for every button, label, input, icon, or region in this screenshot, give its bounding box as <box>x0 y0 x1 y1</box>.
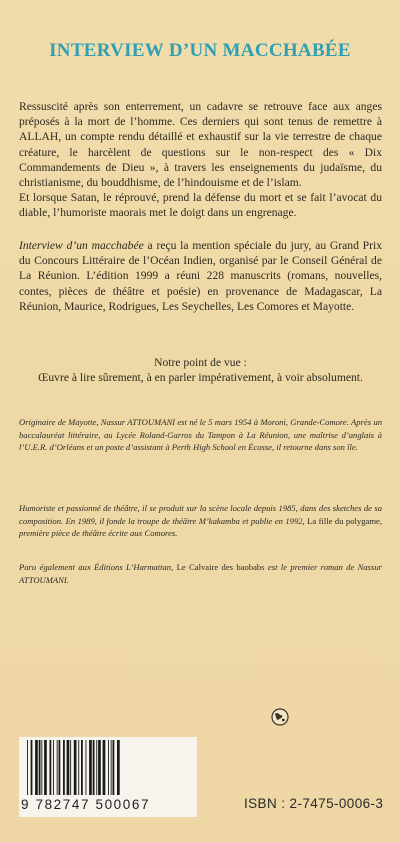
opinion <box>19 355 382 385</box>
barcode-bar <box>44 740 47 795</box>
opinion-text: Œuvre à lire sûrement, à en parler impérativement, à voir absolument. <box>38 371 363 385</box>
barcode <box>19 737 197 817</box>
barcode-bar <box>59 740 61 795</box>
author-bio-1: Originaire de Mayotte, Nassur ATTOUMANI est né le 5 mars 1954 à Moroni, Grande-Comore. Après un baccalauréat littéraire, au Lycée Roland-Garros du Tampon à La Réunion, une maîtrise d’anglais à l’U.E.R. d’Orléans et un poste d’assistant à Perth High School en Écosse, il retourne dans son île. <box>19 417 382 452</box>
opinion-heading: Notre point de vue : <box>154 356 247 369</box>
barcode-bar <box>35 740 38 795</box>
award-book-title: Interview d’un macchabée <box>19 239 144 252</box>
barcode-bar <box>74 740 77 795</box>
award-text: a reçu la mention spéciale du jury, au Grand Prix du Concours Littéraire de l’Océan Indien, organisé par le Conseil Général de La Réunion. L’édition 1999 a réuni 228 manuscrits (romans, nouvelles, contes, pièces de théâtre et poésie) en provenance de Madagascar, La Réunion, Maurice, Rodrigues, Les Seychelles, Les Comores et Mayotte. <box>19 239 382 313</box>
barcode-bar <box>67 740 70 795</box>
barcode-bar <box>50 740 52 795</box>
synopsis-paragraph-1: Ressuscité après son enterrement, un cadavre se retrouve face aux anges préposés à la mort de l’homme. Ces derniers qui sont tenus de remettre à ALLAH, un compte rendu détaillé et exhaustif sur la vie terrestre de chaque créature, le harcèlent de questions sur le non-respect des « Dix Commandements de Dieu », à travers les enseignements du judaïsme, du christianisme, du bouddhisme, de l’hindouisme et de l’islam. <box>19 100 382 190</box>
synopsis-paragraph-2: Et lorsque Satan, le réprouvé, prend la défense du mort et se fait l’avocat du diable, l’humoriste maorais met le doigt dans un engrenage. <box>19 191 382 220</box>
barcode-bar <box>96 740 97 795</box>
barcode-bar <box>63 740 65 795</box>
barcode-bar <box>117 740 120 795</box>
barcode-bar <box>89 740 92 795</box>
barcode-bars <box>25 740 191 798</box>
barcode-bar <box>108 740 109 795</box>
bio2-text-c: , première pièce de théâtre écrite aux Comores. <box>19 515 382 538</box>
barcode-bar <box>31 740 33 795</box>
barcode-bar <box>81 740 83 795</box>
award-paragraph <box>19 238 382 314</box>
barcode-bar <box>93 740 95 795</box>
synopsis <box>19 99 382 221</box>
author-bio-3 <box>19 561 382 586</box>
barcode-digits: 9 782747 500067 <box>21 797 151 812</box>
bio3-text-c: est le premier roman de Nassur ATTOUMANI. <box>19 562 383 585</box>
globe-logo-icon <box>271 708 289 726</box>
barcode-bar <box>70 740 71 795</box>
barcode-bar <box>78 740 79 795</box>
author-bio-2 <box>19 502 382 540</box>
barcode-bar <box>113 740 115 795</box>
barcode-bar <box>41 740 42 795</box>
barcode-bar <box>57 740 58 795</box>
barcode-bar <box>39 740 41 795</box>
book-title: INTERVIEW D’UN MACCHABÉE <box>49 40 351 61</box>
bio3-novel-title: Le Calvaire des baobabs <box>176 562 265 572</box>
barcode-bar <box>27 740 28 795</box>
isbn: ISBN : 2-7475-0006-3 <box>244 796 384 811</box>
barcode-bar <box>98 740 101 795</box>
bio2-play-title: La fille du polygame <box>307 515 380 526</box>
bio2-text-a: Humoriste et passionné de théâtre, il se produit sur la scène locale depuis 1985, dans des sketches de sa composition. En 1989, il fonde la troupe de théâtre M’kakamba et publie en 1992, <box>19 503 382 526</box>
barcode-bar <box>111 740 112 795</box>
barcode-bar <box>53 740 54 795</box>
barcode-bar <box>103 740 106 795</box>
bio3-text-a: Paru également aux Éditions L’Harmattan, <box>19 562 177 572</box>
barcode-bar <box>86 740 87 795</box>
